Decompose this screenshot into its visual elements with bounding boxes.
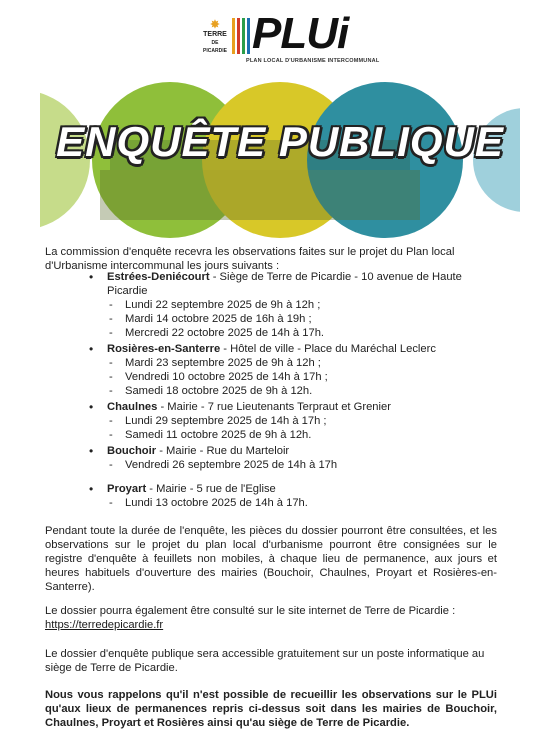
date-item: - Lundi 29 septembre 2025 de 14h à 17h ; (107, 414, 505, 428)
place-detail: - Siège de Terre de Picardie - 10 avenue de Haute Picardie (107, 271, 462, 297)
computer-access-paragraph: Le dossier d'enquête publique sera accessible gratuitement sur un poste informatique au siège de Terre de Picardie. (45, 648, 485, 674)
place-name: Proyart (107, 483, 147, 495)
banner-title: ENQUÊTE PUBLIQUE (56, 118, 504, 165)
date-item: - Vendredi 10 octobre 2025 de 14h à 17h ; (107, 370, 505, 384)
terre-de-picardie-logo (202, 20, 228, 55)
place-detail: - Hôtel de ville - Place du Maréchal Leclerc (220, 343, 436, 355)
website-paragraph (45, 604, 497, 632)
place-detail: - Mairie - 5 rue de l'Eglise (146, 483, 276, 495)
website-text: Le dossier pourra également être consulté sur le site internet de Terre de Picardie : (45, 605, 456, 617)
banner (40, 80, 520, 240)
date-item: - Samedi 18 octobre 2025 de 9h à 12h. (107, 384, 505, 398)
consultation-paragraph: Pendant toute la durée de l'enquête, les pièces du dossier pourront être consultées, et les observations sur le projet du plan local d'urbanisme pourront être consignées sur le registre d'enquête à feuillets non mobiles, à chaque lieu de permanence, aux jours et heures habituels d'ouverture des mairies (Bouchoir, Chaulnes, Proyart et Rosières-en-Santerre). (45, 525, 497, 593)
list-item (85, 342, 505, 398)
reminder-paragraph: Nous vous rappelons qu'il n'est possible de recueillir les observations sur le PLUi qu'aux lieux de permanences repris ci-dessus soit dans les mairies de Bouchoir, Chaulnes, Proyart et Rosières ainsi qu'au siège de Terre de Picardie. (45, 689, 497, 729)
date-item: - Mardi 14 octobre 2025 de 16h à 19h ; (107, 312, 505, 326)
place-detail: - Mairie - Rue du Marteloir (156, 445, 290, 457)
plui-logo (202, 9, 380, 70)
list-item (85, 482, 505, 510)
logo-name: PLUi (252, 9, 349, 58)
place-name: Rosières-en-Santerre (107, 343, 221, 355)
list-item (85, 270, 505, 340)
intro-text: La commission d'enquête recevra les observations faites sur le projet du Plan local d'Urbanisme intercommunal les jours suivants : (45, 246, 455, 272)
logo-brand-top: TERRE (203, 31, 227, 38)
date-item: - Samedi 11 octobre 2025 de 9h à 12h. (107, 428, 505, 442)
permanence-list (85, 270, 505, 512)
list-item (85, 400, 505, 442)
star-icon: ✸ (210, 19, 220, 31)
website-link[interactable]: https://terredepicardie.fr (45, 619, 164, 631)
stripes-icon (230, 16, 252, 56)
list-item (85, 444, 505, 472)
logo-subtitle: PLAN LOCAL D'URBANISME INTERCOMMUNAL (246, 58, 380, 64)
place-name: Bouchoir (107, 445, 157, 457)
date-item: - Lundi 13 octobre 2025 de 14h à 17h. (107, 496, 505, 510)
date-item: - Vendredi 26 septembre 2025 de 14h à 17h (107, 458, 505, 472)
date-item: - Mercredi 22 octobre 2025 de 14h à 17h. (107, 326, 505, 340)
logo-brand-bottom: DE PICARDIE (203, 40, 227, 54)
date-item: - Lundi 22 septembre 2025 de 9h à 12h ; (107, 298, 505, 312)
place-detail: - Mairie - 7 rue Lieutenants Terpraut et Grenier (157, 401, 391, 413)
place-name: Chaulnes (107, 401, 158, 413)
place-name: Estrées-Deniécourt (107, 271, 210, 283)
date-item: - Mardi 23 septembre 2025 de 9h à 12h ; (107, 356, 505, 370)
